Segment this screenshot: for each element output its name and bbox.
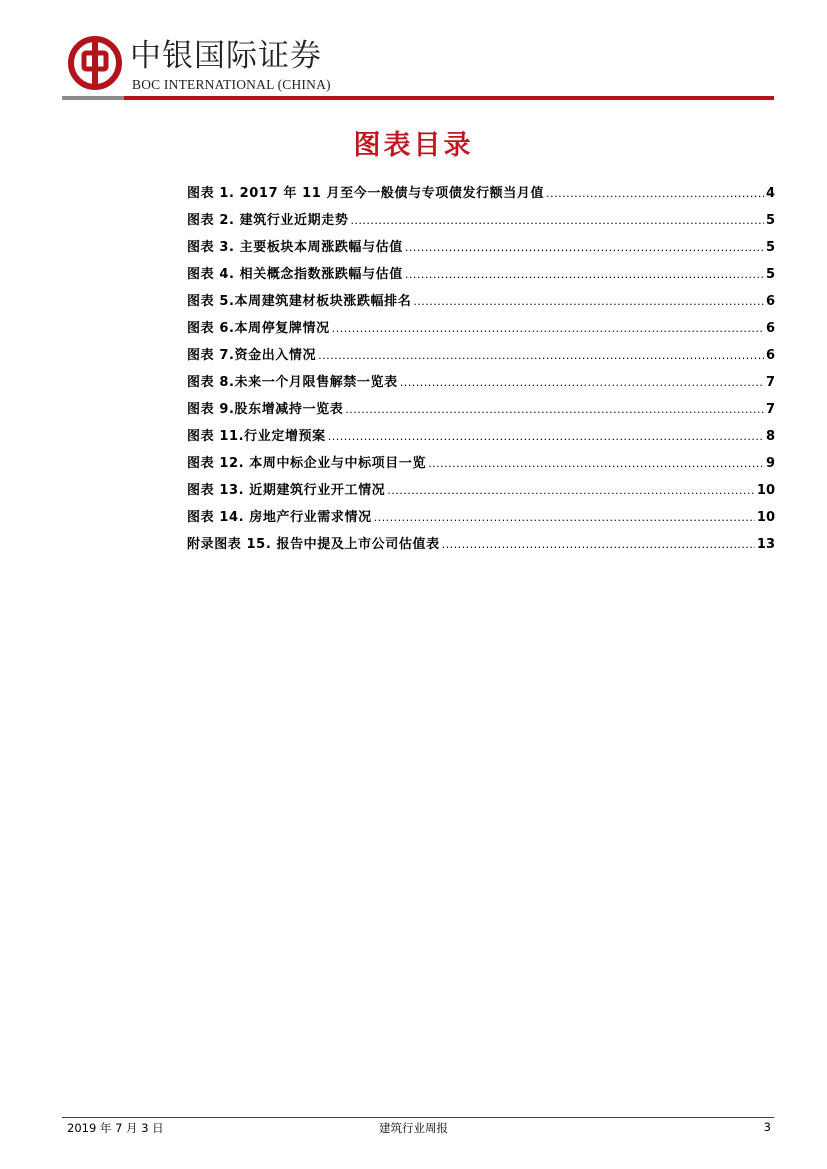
toc-leader-dots: [387, 477, 755, 504]
toc-entry-3[interactable]: [187, 234, 775, 261]
toc-entry-8[interactable]: [187, 369, 775, 396]
toc-entry-label: 图表 12. 本周中标企业与中标项目一览: [187, 456, 427, 471]
header-divider: [62, 96, 774, 100]
toc-leader-dots: [345, 396, 764, 423]
toc-entry-appendix-15[interactable]: [187, 531, 775, 558]
boc-coin-icon: [68, 36, 122, 90]
toc-entry-7[interactable]: [187, 342, 775, 369]
brand-name-en: BOC INTERNATIONAL (CHINA): [132, 77, 331, 92]
toc-leader-dots: [318, 342, 764, 369]
toc-entry-page: 6: [765, 348, 775, 363]
toc-entry-5[interactable]: [187, 288, 775, 315]
toc-leader-dots: [328, 423, 764, 450]
header-divider-accent: [62, 96, 124, 100]
toc-entry-page: 13: [756, 537, 775, 552]
toc-leader-dots: [332, 315, 764, 342]
toc-entry-label: 图表 7.资金出入情况: [187, 348, 317, 363]
toc-leader-dots: [374, 504, 755, 531]
toc-entry-page: 10: [756, 510, 775, 525]
toc-entry-11[interactable]: [187, 423, 775, 450]
toc-entry-label: 图表 3. 主要板块本周涨跌幅与估值: [187, 240, 403, 255]
toc-entry-label: 图表 8.未来一个月限售解禁一览表: [187, 375, 398, 390]
toc-entry-14[interactable]: [187, 504, 775, 531]
toc-entry-page: 10: [756, 483, 775, 498]
toc-entry-13[interactable]: [187, 477, 775, 504]
toc-leader-dots: [442, 531, 755, 558]
toc-entry-page: 5: [765, 240, 775, 255]
toc-entry-label: 图表 6.本周停复牌情况: [187, 321, 330, 336]
toc-leader-dots: [405, 261, 764, 288]
footer-page-number: 3: [763, 1120, 771, 1134]
toc-entry-1[interactable]: [187, 180, 775, 207]
toc-entry-page: 6: [765, 294, 775, 309]
toc-entry-9[interactable]: [187, 396, 775, 423]
toc-entry-label: 图表 9.股东增减持一览表: [187, 402, 344, 417]
toc-leader-dots: [400, 369, 764, 396]
toc-entry-12[interactable]: [187, 450, 775, 477]
toc-entry-label: 图表 13. 近期建筑行业开工情况: [187, 483, 386, 498]
toc-entry-label: 图表 4. 相关概念指数涨跌幅与估值: [187, 267, 403, 282]
toc-entry-page: 5: [765, 267, 775, 282]
toc-entry-6[interactable]: [187, 315, 775, 342]
toc-title: 图表目录: [353, 130, 474, 161]
toc-entry-page: 8: [765, 429, 775, 444]
toc-entry-label: 图表 11.行业定增预案: [187, 429, 326, 444]
toc-entry-label: 图表 2. 建筑行业近期走势: [187, 213, 349, 228]
toc-leader-dots: [350, 207, 764, 234]
toc-entry-2[interactable]: [187, 207, 775, 234]
footer-date: 2019 年 7 月 3 日: [67, 1121, 164, 1135]
toc-leader-dots: [546, 180, 764, 207]
toc-entry-page: 7: [765, 375, 775, 390]
footer-report-name: 建筑行业周报: [379, 1121, 448, 1135]
toc-leader-dots: [413, 288, 764, 315]
toc-entry-page: 7: [765, 402, 775, 417]
toc-entry-page: 4: [765, 186, 775, 201]
toc-entry-4[interactable]: [187, 261, 775, 288]
toc-entry-label: 图表 1. 2017 年 11 月至今一般债与专项债发行额当月值: [187, 186, 545, 201]
toc-entry-label: 附录图表 15. 报告中提及上市公司估值表: [187, 537, 440, 552]
page-header: [62, 32, 774, 104]
toc-leader-dots: [405, 234, 764, 261]
toc-entry-label: 图表 5.本周建筑建材板块涨跌幅排名: [187, 294, 412, 309]
toc-entry-page: 5: [765, 213, 775, 228]
toc-entry-page: 9: [765, 456, 775, 471]
toc-leader-dots: [428, 450, 764, 477]
toc-entry-label: 图表 14. 房地产行业需求情况: [187, 510, 372, 525]
brand-name-cn: 中银国际证券: [130, 38, 322, 74]
toc-list: [187, 180, 775, 558]
toc-entry-page: 6: [765, 321, 775, 336]
footer-divider: [62, 1117, 774, 1118]
